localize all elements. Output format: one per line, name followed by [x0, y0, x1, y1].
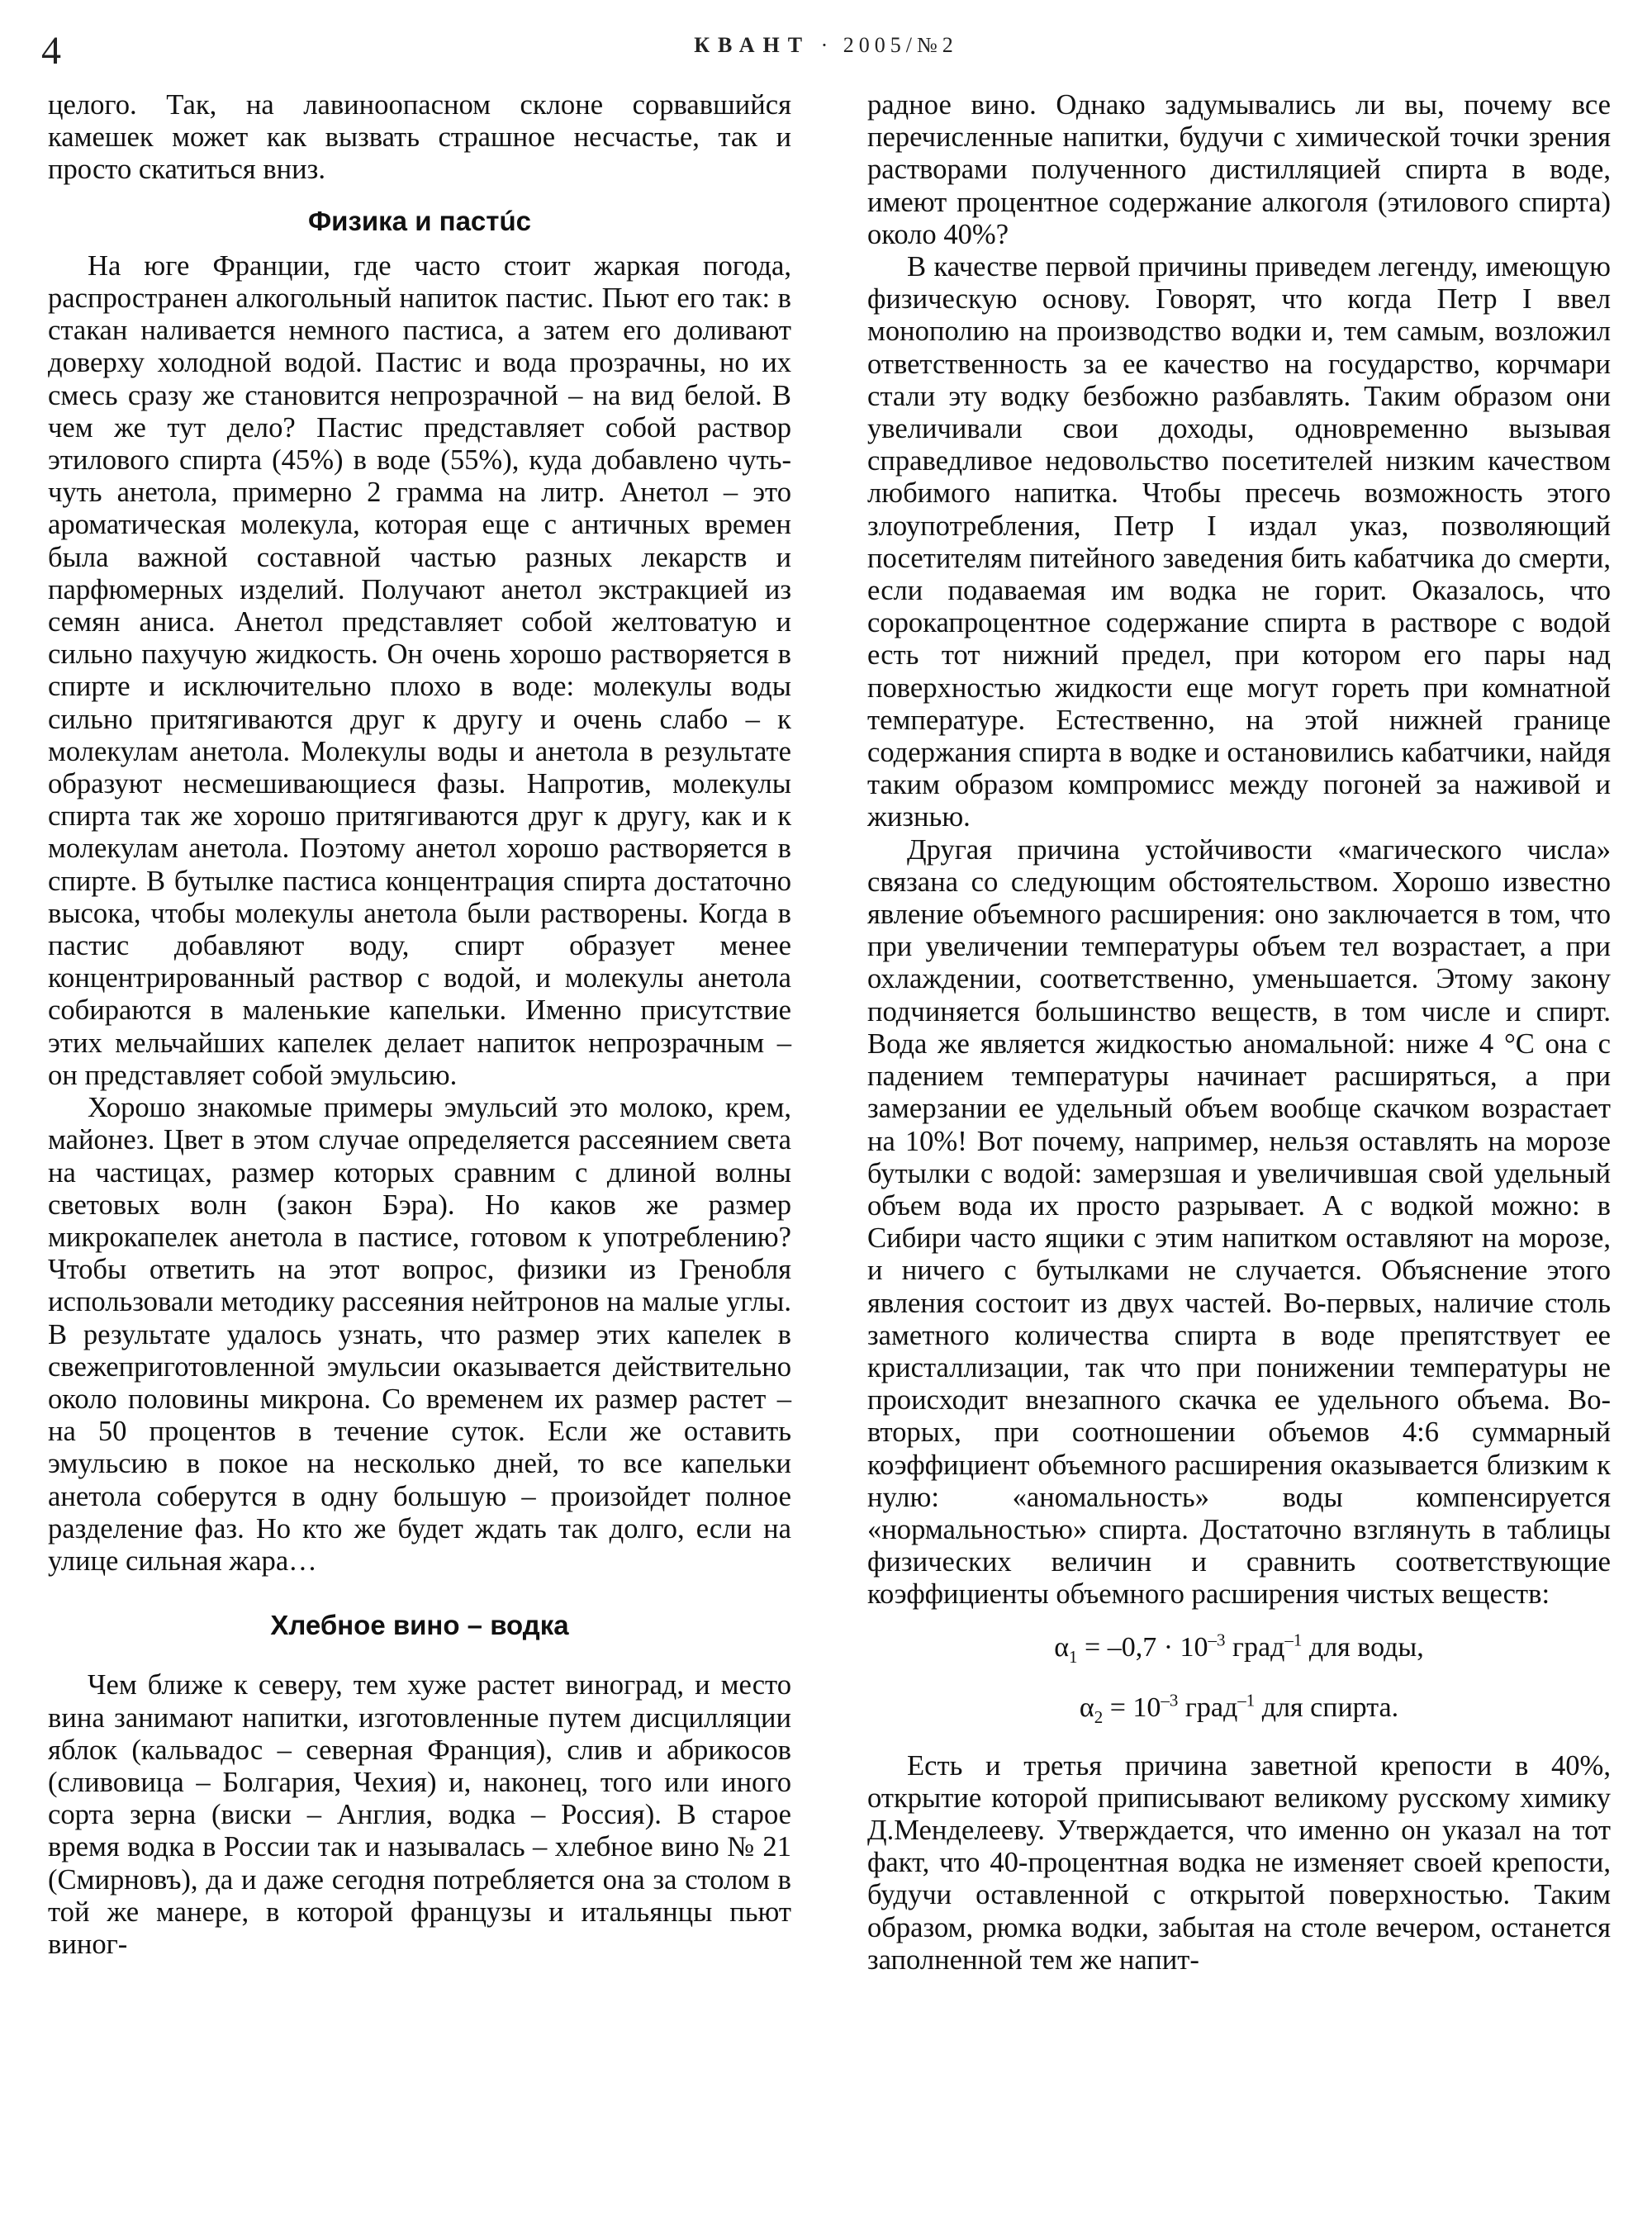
- paragraph: целого. Так, на лавиноопасном склоне сорвавшийся камешек может как вызвать страшное несчастье, так и просто скатиться вниз.: [48, 89, 791, 186]
- magazine-title: КВАНТ: [694, 33, 811, 57]
- page-number: 4: [41, 29, 61, 73]
- paragraph: На юге Франции, где часто стоит жаркая погода, распространен алкогольный напиток пастис. Пьют его так: в стакан наливается немного пастиса, а затем его доливают доверху холодной водой. Пастис и вода прозрачны, но их смесь сразу же становится непрозрачной – на вид белой. В чем же тут дело? Пастис представляет собой раствор этилового спирта (45%) в воде (55%), куда добавлено чуть-чуть анетола, примерно 2 грамма на литр. Анетол – это ароматическая молекула, которая еще с античных времен была важной составной частью разных лекарств и парфюмерных изделий. Получают анетол экстракцией из семян аниса. Анетол представляет собой желтоватую и сильно пахучую жидкость. Он очень хорошо растворяется в спирте и исключительно плохо в воде: молекулы воды сильно притягиваются друг к другу и очень слабо – к молекулам анетола. Молекулы воды и анетола в результате образуют несмешивающиеся фазы. Напротив, молекулы спирта так же хорошо притягиваются друг к другу, как и к молекулам анетола. Поэтому анетол хорошо растворяется в спирте. В бутылке пастиса концентрация спирта достаточно высока, чтобы молекулы анетола были растворены. Когда в пастис добавляют воду, спирт образует менее концентрированный раствор с водой, и молекулы анетола собираются в маленькие капельки. Именно присутствие этих мельчайших капелек делает напиток непрозрачным – он представляет собой эмульсию.: [48, 249, 791, 1091]
- left-column: [48, 89, 791, 1961]
- section-heading-pastis: Физика и пастúс: [308, 205, 531, 236]
- formula-water: $\alpha_1 = -0,7 \cdot 10^{-3}$ град$^{-1}$ для воды,: [1054, 1630, 1424, 1667]
- paragraph: Хорошо знакомые примеры эмульсий это молоко, крем, майонез. Цвет в этом случае определяется рассеянием света на частицах, размер которых сравним с длиной волны световых волн (закон Бэра). Но каков же размер микрокапелек анетола в пастисе, готовом к употреблению? Чтобы ответить на этот вопрос, физики из Гренобля использовали методику рассеяния нейтронов на малые углы. В результате удалось узнать, что размер этих капелек в свежеприготовленной эмульсии оказывается действительно около половины микрона. Со временем их размер растет – на 50 процентов в течение суток. Если же оставить эмульсию в покое на несколько дней, то все капельки анетола соберутся в одну большую – произойдет полное разделение фаз. Но кто же будет ждать так долго, если на улице сильная жара…: [48, 1092, 791, 1577]
- right-column: [867, 89, 1611, 1976]
- issue-label: · 2005/№2: [820, 33, 958, 57]
- formula-alcohol: $\alpha_2 = 10^{-3}$ град$^{-1}$ для спирта.: [1079, 1690, 1399, 1727]
- section-heading-vodka: Хлебное вино – водка: [270, 1610, 569, 1641]
- paragraph: Есть и третья причина заветной крепости в 40%, открытие которой приписывают великому русскому химику Д.Менделееву. Утверждается, что именно он указал на тот факт, что 40-процентная водка не изменяет своей крепости, будучи оставленной с открытой поверхностью. Таким образом, рюмка водки, забытая на столе вечером, останется заполненной тем же напит-: [867, 1749, 1611, 1976]
- running-header: [0, 33, 1652, 58]
- paragraph: Чем ближе к северу, тем хуже растет виноград, и место вина занимают напитки, изготовленные путем дисцилляции яблок (кальвадос – северная Франция), слив и абрикосов (сливовица – Болгария, Чехия) и, наконец, того или иного сорта зерна (виски – Англия, водка – Россия). В старое время водка в России так и называлась – хлебное вино № 21 (Смирновъ), да и даже сегодня потребляется она за столом в той же манере, в которой французы и итальянцы пьют виног-: [48, 1669, 791, 1960]
- paragraph: Другая причина устойчивости «магического числа» связана со следующим обстоятельством. Хорошо известно явление объемного расширения: оно заключается в том, что при увеличении температуры объем тел возрастает, а при охлаждении, соответственно, уменьшается. Этому закону подчиняется большинство веществ, в том числе и спирт. Вода же является жидкостью аномальной: ниже 4 °С она с падением температуры начинает расширяться, а при замерзании ее удельный объем вообще скачком возрастает на 10%! Вот почему, например, нельзя оставлять на морозе бутылки с водой: замерзшая и увеличившая свой удельный объем вода их просто разрывает. А с водкой можно: в Сибири часто ящики с этим напитком оставляют на морозе, и ничего с бутылками не случается. Объяснение этого явления состоит из двух частей. Во-первых, наличие столь заметного количества спирта в воде препятствует ее кристаллизации, так что при понижении температуры не происходит внезапного скачка ее удельного объема. Во-вторых, при соотношении объемов 4:6 суммарный коэффициент объемного расширения оказывается близким к нулю: «аномальность» воды компенсируется «нормальностью» спирта. Достаточно взглянуть в таблицы физических величин и сравнить соответствующие коэффициенты объемного расширения чистых веществ:: [867, 833, 1611, 1611]
- paragraph: В качестве первой причины приведем легенду, имеющую физическую основу. Говорят, что когда Петр I ввел монополию на производство водки и, тем самым, возложил ответственность за ее качество на государство, корчмари стали эту водку безбожно разбавлять. Таким образом они увеличивали свои доходы, одновременно вызывая справедливое недовольство посетителей низким качеством любимого напитка. Чтобы пресечь возможность этого злоупотребления, Петр I издал указ, позволяющий посетителям питейного заведения бить кабатчика до смерти, если подаваемая им водка не горит. Оказалось, что сорокапроцентное содержание спирта в растворе с водой есть тот нижний предел, при котором его пары над поверхностью жидкости еще могут гореть при комнатной температуре. Естественно, на этой нижней границе содержания спирта в водке и остановились кабатчики, найдя таким образом компромисс между погоней за наживой и жизнью.: [867, 251, 1611, 833]
- paragraph: радное вино. Однако задумывались ли вы, почему все перечисленные напитки, будучи с химической точки зрения растворами полученного дистилляцией спирта в воде, имеют процентное содержание алкоголя (этилового спирта) около 40%?: [867, 89, 1611, 250]
